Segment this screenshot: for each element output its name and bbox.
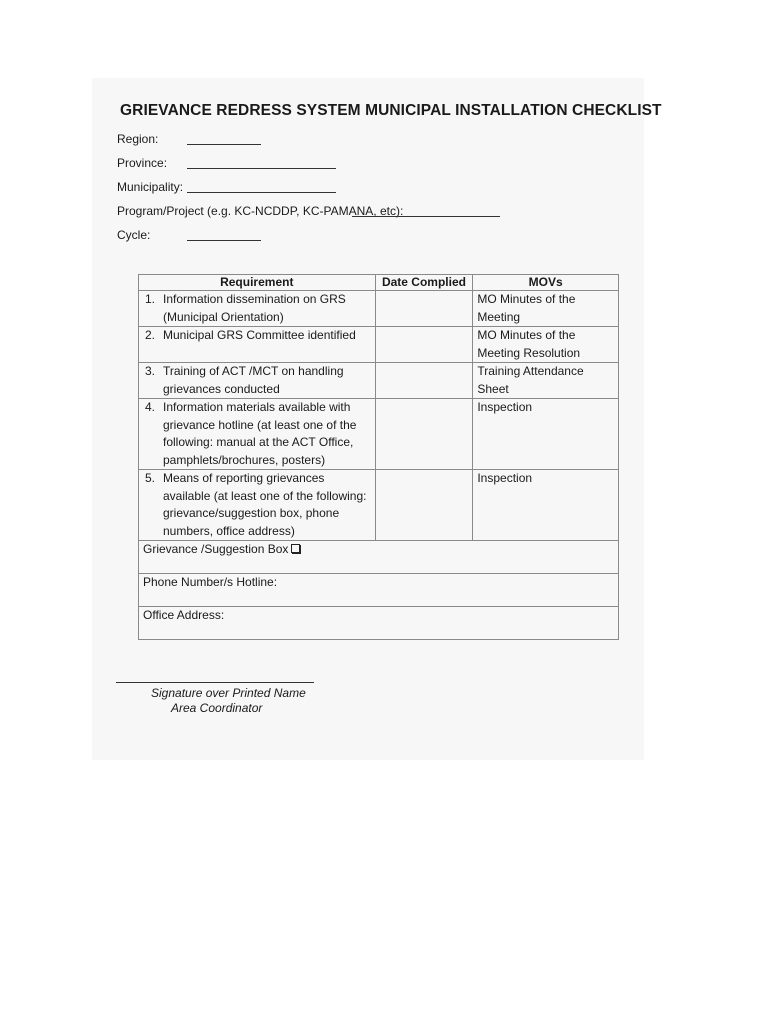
header-movs: MOVs	[473, 275, 619, 291]
row-requirement: Municipal GRS Committee identified	[163, 328, 356, 342]
row-number: 1.	[145, 292, 156, 306]
header-date-complied: Date Complied	[375, 275, 473, 291]
row-number: 4.	[145, 400, 156, 414]
region-field	[117, 132, 158, 146]
suggestion-box-row	[139, 541, 619, 574]
row-mov: MO Minutes of the Meeting Resolution	[473, 327, 619, 363]
row-date-complied	[375, 363, 473, 399]
table-row	[139, 291, 619, 327]
province-label: Province:	[117, 156, 168, 170]
cycle-field	[117, 228, 150, 242]
signature-block	[151, 686, 306, 716]
row-date-complied	[375, 327, 473, 363]
row-requirement: Training of ACT /MCT on handling grievances conducted	[163, 364, 344, 396]
municipality-field	[117, 180, 183, 194]
row-date-complied	[375, 470, 473, 541]
row-number: 3.	[145, 364, 156, 378]
document-title: GRIEVANCE REDRESS SYSTEM MUNICIPAL INSTALLATION CHECKLIST	[120, 102, 662, 119]
row-requirement: Information materials available with grievance hotline (at least one of the following: manual at the ACT Office, pamphlets/brochures, posters)	[163, 400, 357, 467]
phone-hotline-label: Phone Number/s Hotline:	[139, 574, 619, 607]
signature-role: Area Coordinator	[171, 701, 263, 715]
table-header-row	[139, 275, 619, 291]
row-mov: MO Minutes of the Meeting	[473, 291, 619, 327]
table-row	[139, 470, 619, 541]
office-address-label: Office Address:	[139, 607, 619, 640]
signature-caption: Signature over Printed Name	[151, 686, 306, 700]
row-number: 5.	[145, 471, 156, 485]
suggestion-box-checkbox[interactable]	[291, 544, 300, 553]
phone-hotline-row	[139, 574, 619, 607]
row-mov: Inspection	[473, 470, 619, 541]
office-address-row	[139, 607, 619, 640]
province-field	[117, 156, 167, 170]
region-label: Region:	[117, 132, 159, 146]
signature-line	[116, 682, 314, 683]
row-mov: Training Attendance Sheet	[473, 363, 619, 399]
municipality-label: Municipality:	[117, 180, 184, 194]
header-requirement: Requirement	[139, 275, 376, 291]
province-blank	[187, 168, 336, 169]
cycle-label: Cycle:	[117, 228, 151, 242]
program-label: Program/Project (e.g. KC-NCDDP, KC-PAMANA, etc):	[117, 204, 404, 218]
row-number: 2.	[145, 328, 156, 342]
row-mov: Inspection	[473, 399, 619, 470]
program-blank	[352, 216, 500, 217]
checklist-table	[138, 274, 619, 640]
row-date-complied	[375, 291, 473, 327]
table-row	[139, 327, 619, 363]
row-requirement: Information dissemination on GRS (Municipal Orientation)	[163, 292, 346, 324]
row-date-complied	[375, 399, 473, 470]
municipality-blank	[187, 192, 336, 193]
suggestion-box-label: Grievance /Suggestion Box	[143, 542, 289, 556]
table-row	[139, 363, 619, 399]
cycle-blank	[187, 240, 261, 241]
region-blank	[187, 144, 261, 145]
row-requirement: Means of reporting grievances available (at least one of the following: grievance/suggestion box, phone numbers, office address)	[163, 471, 367, 538]
table-row	[139, 399, 619, 470]
program-field	[117, 204, 403, 218]
